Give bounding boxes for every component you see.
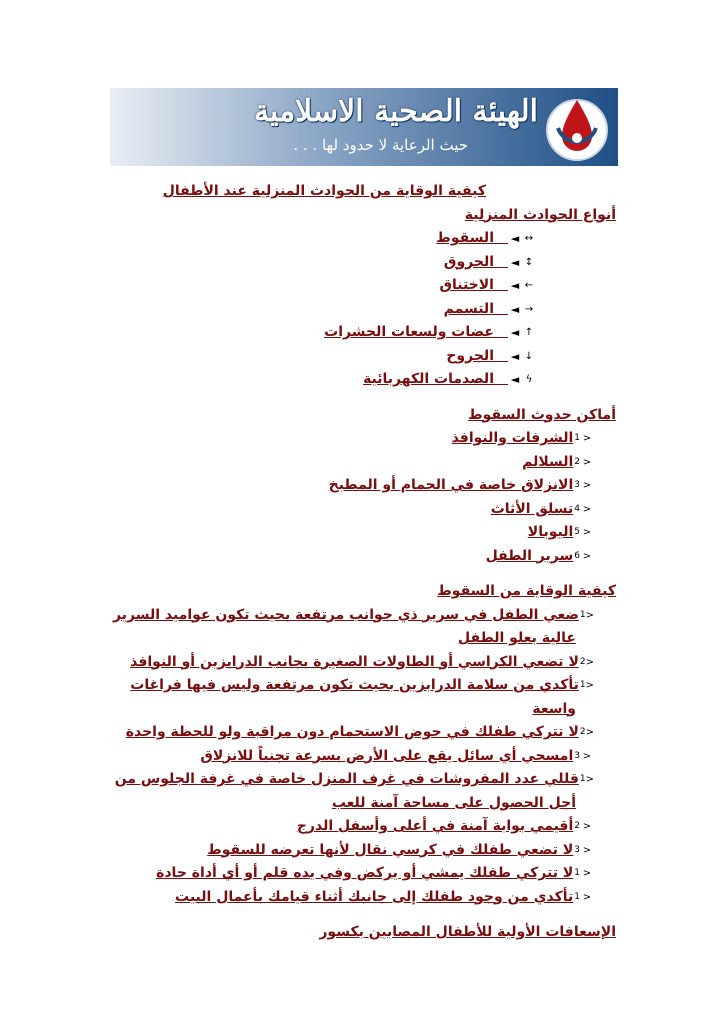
item-number: 3 bbox=[574, 844, 580, 855]
list-item-label: سرير الطفل bbox=[485, 547, 574, 564]
list-item bbox=[146, 545, 594, 569]
item-number: 1 bbox=[579, 680, 586, 690]
list-item bbox=[125, 721, 594, 745]
section-heading-prevention: كيفية الوقاية من السقوط bbox=[437, 583, 616, 599]
arrow-bullet-icon: ◄ bbox=[510, 302, 520, 316]
bullet-symbol: ↑ bbox=[524, 327, 534, 338]
item-number: 1 bbox=[574, 433, 580, 443]
item-number: 1 bbox=[579, 609, 586, 620]
item-number: 1 bbox=[579, 774, 586, 784]
list-item-label: لا تضعي الكراسي أو الطاولات الصغيرة بجانب الدرابزين أو النوافذ bbox=[130, 653, 579, 670]
list-item-label: أجل الحصول على مساحة آمنة للعب bbox=[331, 794, 576, 811]
section-heading-first-aid: الإسعافات الأولية للأطفال المصابين بكسور bbox=[319, 924, 616, 940]
list-item-continuation bbox=[146, 627, 576, 651]
list-item-label: امسحي أي سائل يقع على الأرض بسرعة تجنباً للانزلاق bbox=[200, 747, 574, 764]
document-title: كيفية الوقاية من الحوادث المنزلية عند الأطفال bbox=[162, 183, 486, 199]
list-item bbox=[146, 815, 594, 839]
prevention-list bbox=[113, 604, 616, 910]
chevron-bullet-icon: < bbox=[582, 844, 592, 856]
list-item bbox=[146, 251, 536, 275]
chevron-bullet-icon: < bbox=[585, 680, 594, 691]
list-item-label: لا تتركي طفلك في حوض الاستحمام دون مراقبة ولو للحظة واحدة bbox=[125, 724, 579, 740]
list-item bbox=[130, 651, 594, 675]
list-item-label: ضعي الطفل في سرير ذي جوانب مرتفعة بحيث تكون عواميد السرير bbox=[113, 606, 579, 623]
item-number: 3 bbox=[574, 750, 580, 761]
list-item-continuation bbox=[146, 698, 576, 722]
list-item bbox=[146, 227, 536, 251]
list-item bbox=[146, 862, 594, 886]
chevron-bullet-icon: < bbox=[585, 774, 594, 785]
list-item bbox=[113, 604, 594, 628]
item-number: 2 bbox=[579, 727, 586, 737]
list-item-label: تسلق الأثاث bbox=[490, 500, 574, 517]
list-item bbox=[146, 368, 536, 392]
list-item bbox=[146, 427, 594, 451]
list-item-label: تأكدي من وجود طفلك إلى جانبك أثناء قيامك بأعمال البيت bbox=[175, 888, 574, 905]
chevron-bullet-icon: < bbox=[582, 821, 592, 832]
arrow-bullet-icon: ◄ bbox=[510, 279, 520, 292]
chevron-bullet-icon: < bbox=[582, 527, 592, 538]
list-item-label: الاختناق bbox=[439, 277, 494, 293]
bullet-symbol: ← bbox=[524, 280, 534, 291]
document-body bbox=[113, 180, 616, 945]
arrow-bullet-icon: ◄ bbox=[510, 326, 520, 339]
chevron-bullet-icon: < bbox=[582, 750, 592, 762]
bullet-symbol: ↕ bbox=[524, 256, 534, 268]
list-item-label: لا تتركي طفلك يمشي أو يركض وفي يده قلم أو أي أداة حادة bbox=[156, 865, 574, 881]
arrow-bullet-icon: ◄ bbox=[510, 255, 520, 269]
list-item-label: واسعة bbox=[532, 700, 576, 717]
chevron-bullet-icon: < bbox=[585, 727, 594, 738]
item-number: 1 bbox=[574, 868, 580, 878]
types-list bbox=[146, 227, 616, 392]
item-number: 5 bbox=[574, 527, 580, 537]
list-item-label: تأكدي من سلامة الدرابزين بحيث تكون مرتفعة وليس فيها فراغات bbox=[130, 677, 579, 693]
list-item-label: الصدمات الكهربائية bbox=[363, 371, 494, 387]
chevron-bullet-icon: < bbox=[582, 503, 592, 515]
list-item-label: عضات ولسعات الحشرات bbox=[324, 324, 494, 340]
list-item bbox=[130, 674, 594, 698]
list-item bbox=[146, 298, 536, 322]
list-item bbox=[146, 474, 594, 498]
chevron-bullet-icon: < bbox=[582, 480, 592, 491]
list-item-label: السلالم bbox=[522, 453, 574, 470]
list-item-label: عالية بعلو الطفل bbox=[458, 630, 576, 646]
item-number: 3 bbox=[574, 480, 580, 490]
chevron-bullet-icon: < bbox=[582, 456, 592, 468]
chevron-bullet-icon: < bbox=[582, 433, 592, 444]
item-number: 1 bbox=[574, 891, 580, 902]
places-list bbox=[146, 427, 616, 568]
list-item bbox=[146, 498, 594, 522]
list-item-label: الجروح bbox=[446, 347, 494, 364]
list-item-label: السقوط bbox=[436, 230, 494, 246]
bullet-symbol: → bbox=[524, 303, 534, 315]
item-number: 2 bbox=[579, 656, 586, 667]
arrow-bullet-icon: ◄ bbox=[510, 373, 520, 386]
chevron-bullet-icon: < bbox=[585, 609, 594, 621]
list-item-label: الانزلاق خاصة في الحمام أو المطبخ bbox=[328, 477, 574, 493]
bullet-symbol: ↔ bbox=[524, 233, 534, 244]
organization-logo-icon bbox=[544, 92, 610, 162]
list-item-label: قللي عدد المفروشات في غرف المنزل خاصة في غرفة الجلوس من bbox=[114, 771, 579, 787]
list-item-label: اليوبالا bbox=[527, 524, 574, 540]
list-item-label: التسمم bbox=[443, 300, 494, 317]
chevron-bullet-icon: < bbox=[582, 868, 592, 879]
list-item bbox=[146, 345, 536, 369]
organization-slogan: حيث الرعاية لا حدود لها . . . bbox=[293, 136, 468, 154]
item-number: 2 bbox=[574, 821, 580, 831]
item-number: 4 bbox=[574, 503, 580, 514]
list-item bbox=[146, 274, 536, 298]
list-item bbox=[146, 886, 594, 910]
arrow-bullet-icon: ◄ bbox=[510, 349, 520, 363]
header-banner bbox=[110, 88, 618, 166]
list-item bbox=[114, 768, 594, 792]
chevron-bullet-icon: < bbox=[582, 891, 592, 903]
list-item-continuation bbox=[146, 792, 576, 816]
list-item-label: الحروق bbox=[443, 253, 494, 270]
chevron-bullet-icon: < bbox=[582, 550, 592, 562]
list-item-label: لا تضعي طفلك في كرسي نقال لأنها تعرضه للسقوط bbox=[207, 841, 574, 858]
list-item-label: الشرفات والنوافذ bbox=[451, 430, 574, 446]
arrow-bullet-icon: ◄ bbox=[510, 232, 520, 245]
list-item bbox=[146, 745, 594, 769]
list-item bbox=[146, 839, 594, 863]
list-item-label: أقيمي بوابة آمنة في أعلى وأسفل الدرج bbox=[296, 818, 574, 834]
bullet-symbol: ϟ bbox=[525, 374, 533, 385]
organization-name: الهيئة الصحية الاسلامية bbox=[253, 94, 538, 129]
list-item bbox=[146, 451, 594, 475]
section-heading-places: أماكن حدوث السقوط bbox=[468, 406, 616, 423]
item-number: 6 bbox=[574, 550, 580, 561]
list-item bbox=[146, 321, 536, 345]
item-number: 2 bbox=[574, 456, 580, 467]
section-heading-types: أنواع الحوادث المنزلية bbox=[464, 206, 616, 223]
chevron-bullet-icon: < bbox=[585, 656, 594, 668]
list-item bbox=[146, 521, 594, 545]
bullet-symbol: ↓ bbox=[524, 350, 534, 362]
